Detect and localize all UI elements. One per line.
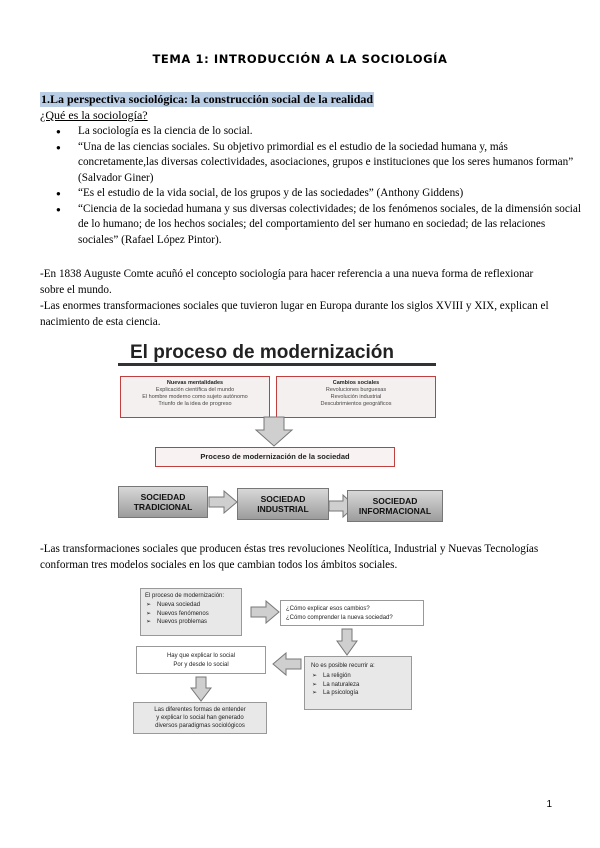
box-line: diversos paradigmas sociológicos [155,723,245,729]
process-bar: Proceso de modernización de la sociedad [155,447,395,467]
list-item: ➢ La psicología [311,689,405,698]
question-heading: ¿Qué es la sociología? [40,108,148,122]
not-possible-box [304,656,412,710]
new-mentalities-heading: Nuevas mentalidades [166,380,224,386]
stage-informational [347,490,443,522]
paragraph-revolutions: -Las transformaciones sociales que producen éstas tres revoluciones Neolítica, Industrial y Nuevas Tecnologías conforman tres modelos sociales en los que cambian todos los ámbitos sociales. [40,543,539,571]
social-changes-heading: Cambios sociales [332,380,380,386]
right-arrow-icon [208,490,238,514]
figure1-title: El proceso de modernización [130,342,394,363]
box-line: El hombre moderno como sujeto autónomo [142,394,248,400]
new-mentalities-box [120,376,270,418]
box-heading: El proceso de modernización: [145,593,225,599]
section-heading: 1.La perspectiva sociológica: la construcción social de la realidad [41,92,374,106]
paradigms-box [133,702,267,734]
stage-industrial [237,488,329,520]
box-line: Hay que explicar lo social [166,653,236,659]
box-line: Revolución industrial [330,394,382,400]
stage-line: INDUSTRIAL [257,504,309,514]
list-item: ➢ Nuevos fenómenos [145,610,237,619]
list-item: ● “Es el estudio de la vida social, de los grupos y de las sociedades” (Anthony Giddens) [78,186,588,202]
stage-traditional [118,486,208,518]
figure1-rule [118,363,436,366]
box-line: Descubrimientos geográficos [320,401,392,407]
modernization-box [140,588,242,636]
explain-social-box [136,646,266,674]
stage-line: SOCIEDAD [372,496,418,506]
right-arrow-icon [250,600,280,624]
box-line: Triunfo de la idea de progreso [158,401,232,407]
list-item: ● La sociología es la ciencia de lo social. [78,124,588,140]
box-line: Por y desde lo social [173,661,229,668]
paragraph-comte: -En 1838 Auguste Comte acuñó el concepto sociología para hacer referencia a una nueva forma de reflexionar sobre el mundo. [40,268,534,296]
stage-line: SOCIEDAD [260,494,306,504]
page-title: TEMA 1: INTRODUCCIÓN A LA SOCIOLOGÍA [152,52,448,66]
box-line: Explicación científica del mundo [155,387,235,393]
box-heading: No es posible recurrir a: [311,663,375,669]
box-line: ¿Cómo comprender la nueva sociedad? [286,614,393,621]
stage-line: TRADICIONAL [133,502,193,512]
left-arrow-icon [272,652,302,676]
box-line: ¿Cómo explicar esos cambios? [286,606,370,612]
page-number: 1 [546,799,552,810]
box-line: y explicar lo social han generado [156,715,244,721]
list-item: ● “Una de las ciencias sociales. Su objetivo primordial es el estudio de la sociedad humana y, más concretamente,las diversas colectividades, asociaciones, grupos e instituciones que los seres humanos forman” (Salvador Giner) [78,140,588,187]
paragraph-transformations: -Las enormes transformaciones sociales que tuvieron lugar en Europa durante los siglos XVIII y XIX, explican el nacimiento de esta ciencia. [40,300,549,328]
down-arrow-icon [190,676,212,702]
box-line: Las diferentes formas de entender [154,707,246,713]
list-item: ➢ Nuevos problemas [145,618,237,627]
down-arrow-icon [254,416,294,448]
stage-line: INFORMACIONAL [358,506,432,516]
social-changes-box [276,376,436,418]
list-item: ➢ La religión [311,672,405,681]
list-item: ➢ Nueva sociedad [145,601,237,610]
stage-line: SOCIEDAD [140,492,186,502]
box-line: Revoluciones burguesas [325,387,387,393]
definitions-list [40,124,588,248]
list-item: ● “Ciencia de la sociedad humana y sus diversas colectividades; de los fenómenos sociales, de la dimensión social de lo humano; de los hechos sociales; del comportamiento del ser humano en sociedad; de las relaciones sociales” (Rafael López Pintor). [78,202,588,249]
list-item: ➢ La naturaleza [311,681,405,690]
questions-box [280,600,424,626]
down-arrow-icon [336,628,358,656]
